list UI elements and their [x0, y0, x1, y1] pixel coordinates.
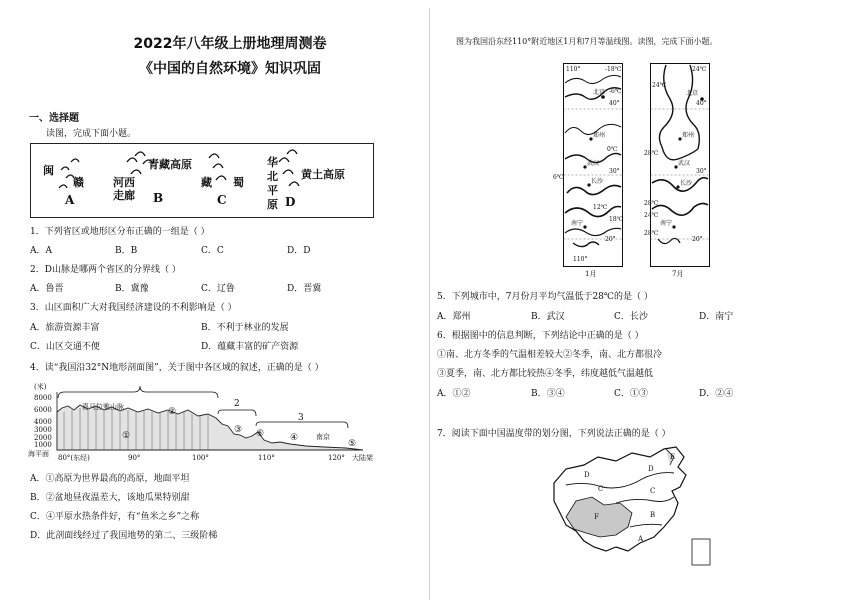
jan-caption: 1月 — [585, 270, 597, 278]
step1-bracket — [58, 386, 218, 398]
isotherm-map-january-svg — [553, 63, 624, 278]
jul-iso-28-bottom: 28℃ — [644, 230, 659, 237]
jan-changsha: 长沙 — [591, 178, 604, 185]
profile-ytick-4000: 4000 — [34, 418, 52, 426]
temperature-zone-map — [546, 443, 716, 573]
region-5: ⑤ — [348, 439, 357, 449]
jul-beijing: 北京 — [686, 90, 699, 97]
q2-option-d[interactable]: D．晋冀 — [287, 284, 322, 294]
step-label-2: 2 — [234, 399, 240, 409]
q6-option-b[interactable]: B．③④ — [531, 389, 565, 399]
jan-iso-m6: -6℃ — [609, 88, 622, 95]
jul-lat-40: 40° — [696, 100, 707, 107]
isotherm-map-july — [644, 63, 710, 278]
q5-stem: 5．下列城市中，7月份月平均气温低于28℃的是（ ） — [437, 292, 653, 302]
jan-lon-bottom: 110° — [573, 256, 588, 263]
right-intro: 图为我国沿东经110°附近地区1月和7月等温线图。读图，完成下面小题。 — [456, 37, 718, 46]
jan-zhengzhou: 郑州 — [593, 132, 606, 139]
jan-nanning: 南宁 — [571, 220, 584, 227]
q4-stem: 4．读“我国沿32°N地形剖面图”，关于图中各区域的叙述，正确的是（ ） — [30, 363, 324, 373]
landform-strip-svg — [31, 144, 373, 217]
label-himalaya: 喜马拉雅山脉 — [82, 403, 124, 411]
q4-option-c[interactable]: C．④平原水热条件好，有“鱼米之乡”之称 — [30, 512, 200, 522]
jul-iso-24-top: 24℃ — [692, 66, 707, 73]
jul-lat-30: 30° — [696, 168, 707, 175]
q3-option-c[interactable]: C．山区交通不便 — [30, 342, 100, 352]
landform-strip-figure — [30, 143, 374, 218]
label-continental-shelf: 大陆架 — [352, 454, 373, 462]
jul-wuhan: 武汉 — [678, 160, 691, 167]
q4-option-a[interactable]: A．①高原为世界最高的高原，地面平坦 — [30, 474, 190, 484]
zone-label-a: A — [638, 535, 644, 543]
jan-iso-m18: -18℃ — [605, 66, 622, 73]
south-china-sea-inset — [692, 539, 710, 565]
zone-label-b: B — [650, 511, 656, 519]
profile-ytick-1000: 1000 — [34, 441, 52, 449]
label-qingzang: 青藏高原 — [148, 158, 192, 171]
label-hua: 华 — [267, 156, 278, 169]
step2-bracket — [218, 410, 256, 416]
q2-option-b[interactable]: B．冀豫 — [115, 284, 149, 294]
q2-option-c[interactable]: C．辽鲁 — [201, 284, 235, 294]
q6-statement-1: ①南、北方冬季的气温相差较大②冬季，南、北方都很冷 — [437, 350, 663, 360]
label-gan: 赣 — [73, 176, 84, 189]
jan-iso-18: 18℃ — [609, 216, 624, 223]
zone-label-f: F — [594, 513, 599, 521]
zone-label-c2: C — [650, 487, 656, 495]
jan-lat-30: 30° — [609, 168, 620, 175]
q2-option-a[interactable]: A．鲁晋 — [30, 284, 64, 294]
label-ping: 平 — [267, 184, 278, 197]
zone-label-e: E — [670, 453, 676, 461]
q6-option-a[interactable]: A．①② — [437, 389, 471, 399]
label-nanjing: 南京 — [316, 433, 330, 441]
jan-beijing: 北京 — [593, 89, 606, 96]
temperature-zone-map-svg — [546, 443, 716, 573]
jan-iso-6: 6℃ — [553, 174, 564, 181]
jul-changsha: 长沙 — [680, 180, 693, 187]
profile-xtick-100: 100° — [192, 454, 209, 462]
terrain-profile-figure — [28, 380, 388, 464]
jan-iso-12: 12℃ — [593, 204, 608, 211]
q6-statement-2: ③夏季，南、北方都比较热④冬季，纬度越低气温越低 — [437, 369, 654, 379]
label-hexi: 河西 — [113, 176, 135, 189]
label-huangtu: 黄土高原 — [301, 168, 345, 181]
region-4: ④ — [290, 433, 299, 443]
label-bei: 北 — [267, 170, 278, 183]
jan-lat-20: 20° — [605, 236, 616, 243]
q4-option-b[interactable]: B．②盆地昼夜温差大，该地瓜果特别甜 — [30, 493, 190, 503]
region-3: ③ — [234, 425, 243, 435]
section-intro: 读图，完成下面小题。 — [46, 129, 137, 139]
profile-terrain — [57, 405, 363, 450]
q4-option-d[interactable]: D．此剖面线经过了我国地势的第二、三级阶梯 — [30, 531, 218, 541]
q6-option-d[interactable]: D．②④ — [699, 389, 734, 399]
page-subtitle: 《中国的自然环境》知识巩固 — [139, 61, 321, 77]
label-zang: 藏 — [201, 176, 212, 189]
jul-lat-20: 20° — [692, 236, 703, 243]
jan-lon-top: 110° — [566, 66, 581, 73]
q3-option-a[interactable]: A．旅游资源丰富 — [30, 323, 100, 333]
isotherm-map-january — [553, 63, 624, 278]
label-c: C — [217, 193, 227, 207]
region-1: ① — [122, 431, 131, 441]
jul-iso-28-mid: 28℃ — [644, 200, 659, 207]
label-min: 闽 — [43, 164, 54, 177]
label-b: B — [153, 191, 164, 205]
region-6: ⑥ — [256, 429, 265, 439]
profile-xtick-110: 110° — [258, 454, 275, 462]
column-divider — [429, 8, 430, 600]
q1-option-d[interactable]: D．D — [287, 246, 311, 256]
q1-option-c[interactable]: C．C — [201, 246, 224, 256]
mountain-symbol-d — [279, 150, 299, 186]
label-yuan: 原 — [267, 198, 278, 211]
profile-sea-level: 海平面 — [28, 450, 49, 458]
section-heading: 一、选择题 — [29, 113, 79, 124]
q3-stem: 3．山区面积广大对我国经济建设的不利影响是（ ） — [30, 303, 237, 313]
q5-option-a[interactable]: A．郑州 — [437, 312, 471, 322]
label-a: A — [65, 193, 75, 207]
q6-stem: 6．根据图中的信息判断，下列结论中正确的是（ ） — [437, 331, 644, 341]
q6-option-c[interactable]: C．①③ — [614, 389, 648, 399]
q3-option-b[interactable]: B．不利于林业的发展 — [201, 323, 289, 333]
profile-ytick-3000: 3000 — [34, 426, 52, 434]
jul-caption: 7月 — [672, 270, 684, 278]
terrain-profile-svg — [28, 380, 388, 464]
step-label-3: 3 — [298, 413, 304, 423]
china-outline — [554, 447, 686, 551]
q5-option-d[interactable]: D．南宁 — [699, 312, 734, 322]
profile-xtick-90: 90° — [128, 454, 141, 462]
label-d: D — [285, 195, 296, 209]
jul-zhengzhou: 郑州 — [682, 132, 695, 139]
jan-wuhan: 武汉 — [587, 160, 600, 167]
label-zoulang: 走廊 — [113, 189, 135, 202]
page-title: 2022年八年级上册地理周测卷 — [133, 36, 327, 52]
isotherm-map-july-svg — [644, 63, 710, 278]
q2-stem: 2．D山脉是哪两个省区的分界线（ ） — [30, 265, 181, 275]
jan-iso-0: 0℃ — [607, 146, 618, 153]
zone-label-d1: D — [584, 471, 590, 479]
profile-ytick-6000: 6000 — [34, 406, 52, 414]
profile-y-unit: (米) — [34, 383, 47, 391]
q3-option-d[interactable]: D．蕴藏丰富的矿产资源 — [201, 342, 299, 352]
zone-label-c1: C — [598, 485, 604, 493]
q1-option-a[interactable]: A．A — [30, 246, 52, 256]
region-2: ② — [168, 407, 177, 417]
q5-option-c[interactable]: C．长沙 — [614, 312, 648, 322]
q1-option-b[interactable]: B．B — [115, 246, 138, 256]
jul-iso-24-left: 24℃ — [652, 82, 667, 89]
label-shu: 蜀 — [233, 176, 244, 189]
profile-xtick-120: 120° — [328, 454, 345, 462]
zone-label-d2: D — [648, 465, 654, 473]
q7-stem: 7．阅读下面中国温度带的划分图，下列说法正确的是（ ） — [437, 429, 671, 439]
jan-lat-40: 40° — [609, 100, 620, 107]
profile-ytick-8000: 8000 — [34, 394, 52, 402]
jul-nanning: 南宁 — [660, 220, 673, 227]
jul-iso-28-left: 28℃ — [644, 150, 659, 157]
jul-iso-24-low: 24℃ — [644, 212, 659, 219]
q1-stem: 1．下列省区或地形区分布正确的一组是（ ） — [30, 227, 210, 237]
profile-ytick-2000: 2000 — [34, 434, 52, 442]
profile-xtick-80: 80°(东经) — [58, 454, 90, 462]
q5-option-b[interactable]: B．武汉 — [531, 312, 565, 322]
